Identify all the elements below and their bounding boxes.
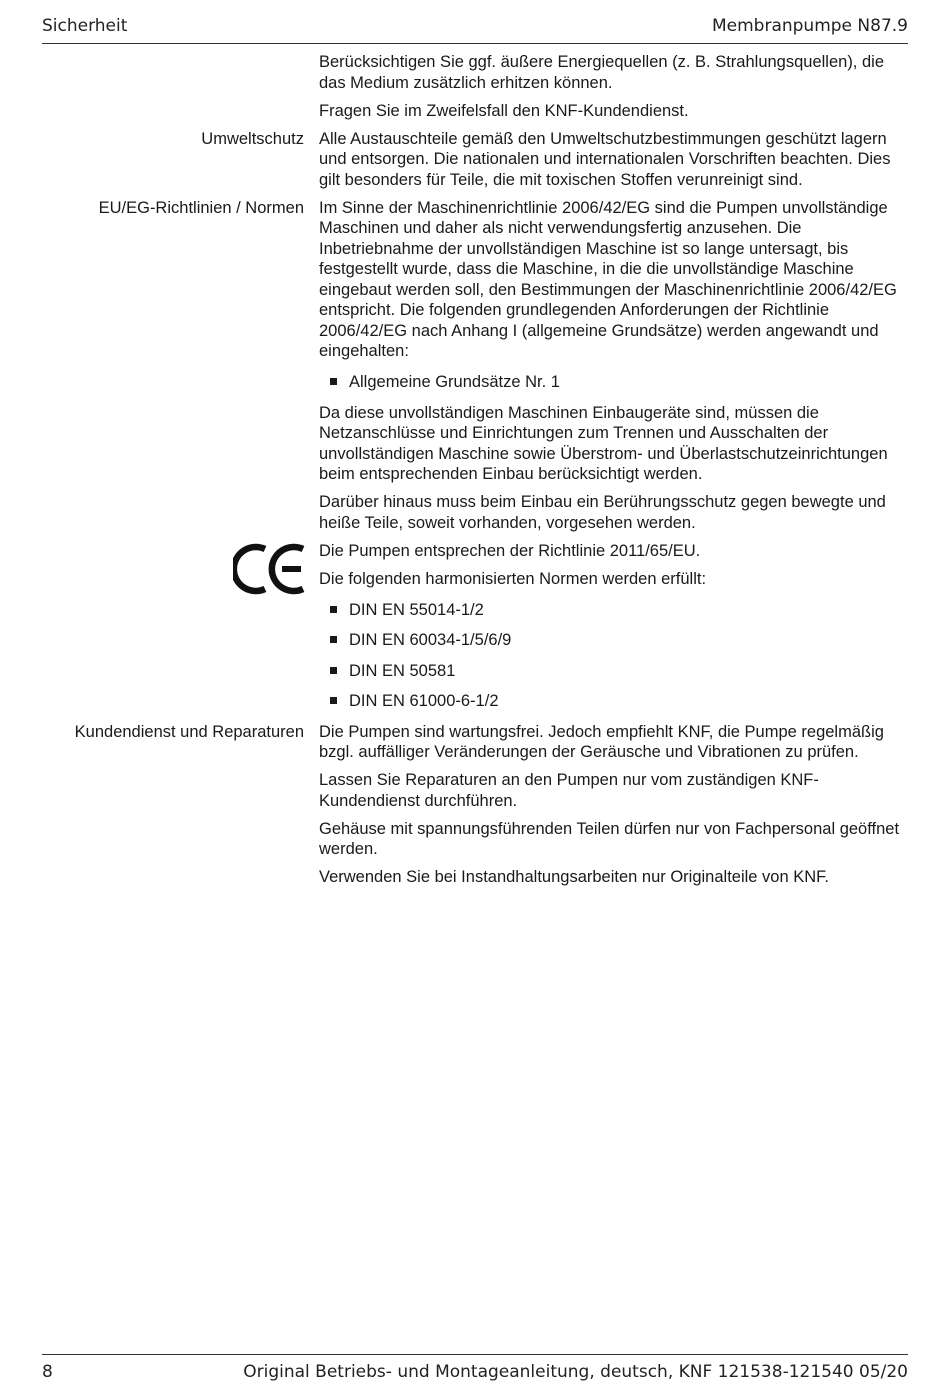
list-item: [319, 600, 911, 621]
environment-label: Umweltschutz: [201, 129, 304, 148]
directives-section: [0, 198, 950, 712]
intro-paragraph-contact: Fragen Sie im Zweifelsfall den KNF-Kundendienst.: [319, 101, 689, 120]
environment-paragraph: Alle Austauschteile gemäß den Umweltschutzbestimmungen geschützt lagern und entsorgen. Die nationalen und internationalen Vorschriften beachten. Dies gilt besonders für Teile, die mit toxischen Stoffen verunreinigt sind.: [319, 129, 891, 189]
list-item: [319, 630, 911, 651]
list-item: [319, 691, 911, 712]
service-paragraph-housing: Gehäuse mit spannungsführenden Teilen dürfen nur von Fachpersonal geöffnet werden.: [319, 819, 900, 858]
ce-mark-logo: [233, 543, 305, 595]
list-item-text: DIN EN 55014-1/2: [349, 600, 484, 619]
intro-paragraph-energy: Berücksichtigen Sie ggf. äußere Energiequellen (z. B. Strahlungsquellen), die das Medium zusätzlich erhitzen können.: [319, 53, 884, 92]
service-label: Kundendienst und Reparaturen: [74, 722, 304, 741]
page-number: 8: [42, 1362, 53, 1382]
header-divider: [42, 43, 908, 44]
bullet-square-icon: [330, 667, 337, 674]
directives-paragraph-protection: Darüber hinaus muss beim Einbau ein Berührungsschutz gegen bewegte und heiße Teile, soweit vorhanden, vorgesehen werden.: [319, 493, 886, 532]
directives-paragraph-norms-intro: Die folgenden harmonisierten Normen werden erfüllt:: [319, 569, 707, 588]
ce-subsection: [0, 541, 950, 712]
bullet-square-icon: [330, 697, 337, 704]
principles-list: [319, 369, 911, 393]
header-product-title: Membranpumpe N87.9: [711, 16, 908, 36]
service-section: [0, 722, 950, 888]
footer-divider: [42, 1354, 908, 1355]
service-paragraph-parts: Verwenden Sie bei Instandhaltungsarbeiten nur Originalteile von KNF.: [319, 868, 829, 886]
page-content: [0, 52, 950, 895]
list-item: [319, 661, 911, 682]
norms-list: [319, 597, 911, 712]
directives-label: EU/EG-Richtlinien / Normen: [98, 198, 304, 217]
list-item-text: DIN EN 61000-6-1/2: [349, 692, 499, 710]
directives-paragraph-installation: Da diese unvollständigen Maschinen Einbaugeräte sind, müssen die Netzanschlüsse und Einrichtungen zum Trennen und Ausschalten der unvollständigen Maschine sowie Überstrom- und Überlastschutzeinrichtungen beim entsprechenden Einbau berücksichtigt werden.: [319, 403, 888, 483]
header-section-title: Sicherheit: [42, 16, 128, 36]
footer-document-info: Original Betriebs- und Montageanleitung, deutsch, KNF 121538-121540 05/20: [243, 1362, 908, 1382]
list-item: [319, 372, 911, 393]
directives-paragraph-machinery: Im Sinne der Maschinenrichtlinie 2006/42/EG sind die Pumpen unvollständige Maschinen und daher als nicht verwendungsfertig anzusehen. Die Inbetriebnahme der unvollständigen Maschine ist so lange untersagt, bis festgestellt wurde, dass die Maschine, in die die unvollständige Maschine eingebaut werden soll, den Bestimmungen der Maschinenrichtlinie 2006/42/EG entspricht. Die folgenden grundlegenden Anforderungen der Richtlinie 2006/42/EG nach Anhang I (allgemeine Grundsätze) werden angewandt und eingehalten:: [319, 198, 897, 360]
directives-paragraph-rohs: Die Pumpen entsprechen der Richtlinie 2011/65/EU.: [319, 541, 701, 560]
bullet-square-icon: [330, 606, 337, 613]
list-item-text: DIN EN 60034-1/5/6/9: [349, 631, 512, 649]
service-paragraph-repairs: Lassen Sie Reparaturen an den Pumpen nur vom zuständigen KNF-Kundendienst durchführen.: [319, 771, 819, 810]
bullet-square-icon: [330, 378, 337, 385]
intro-section: [0, 52, 950, 121]
bullet-square-icon: [330, 636, 337, 643]
list-item-text: DIN EN 50581: [349, 661, 456, 680]
service-paragraph-maintenance: Die Pumpen sind wartungsfrei. Jedoch empfiehlt KNF, die Pumpe regelmäßig bzgl. auffälliger Veränderungen der Geräusche und Vibrationen zu prüfen.: [319, 722, 884, 761]
environment-section: [0, 129, 950, 191]
list-item-text: Allgemeine Grundsätze Nr. 1: [349, 373, 560, 391]
